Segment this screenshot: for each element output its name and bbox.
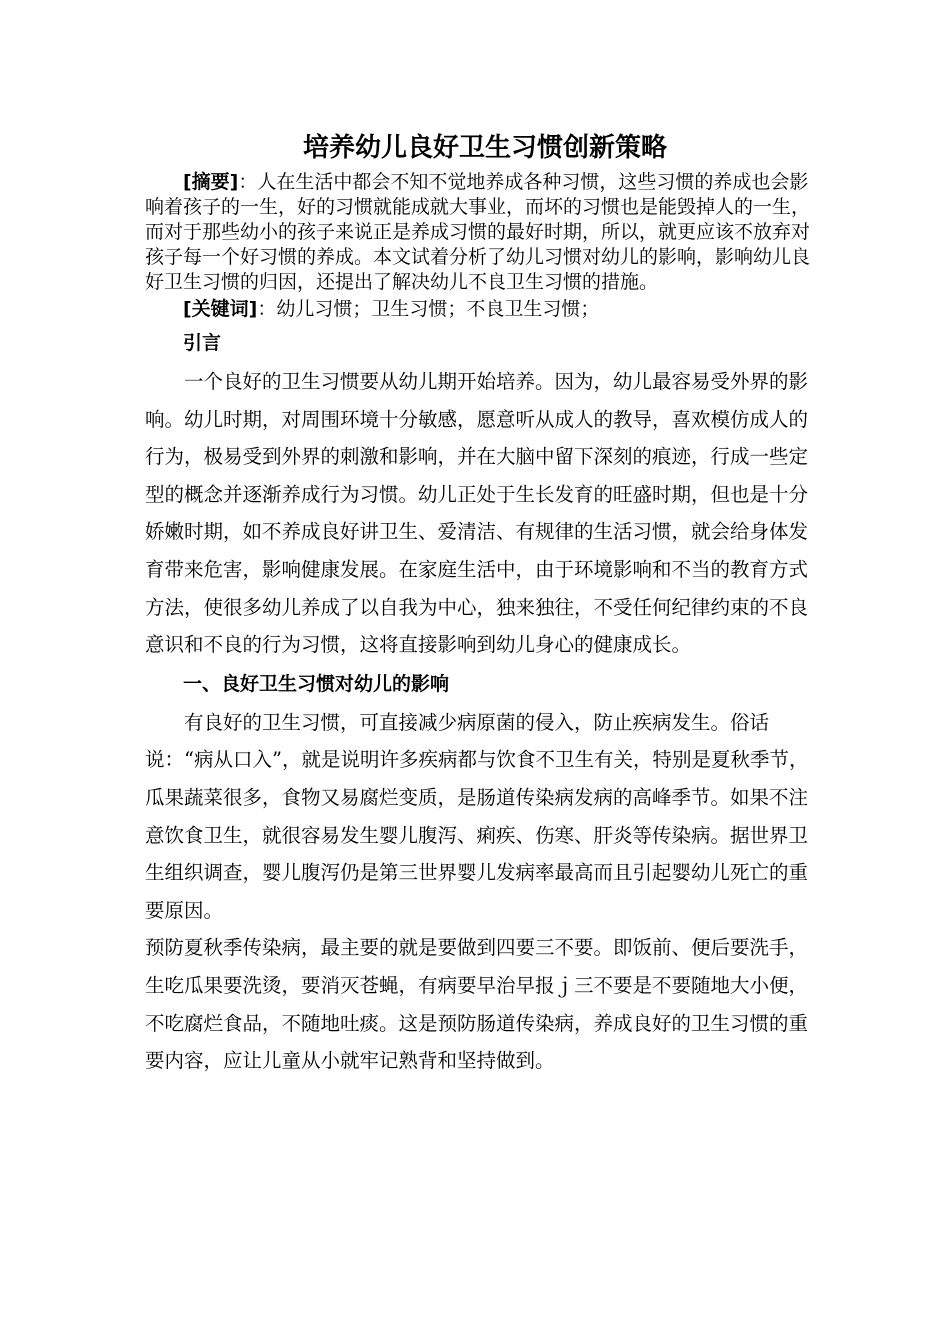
intro-heading: 引言 bbox=[183, 332, 222, 354]
document-page bbox=[145, 128, 825, 1080]
section1-paragraph-2: 预防夏秋季传染病，最主要的就是要做到四要三不要。即饭前、便后要洗手，生吃瓜果要洗烫，要消灭苍蝇，有病要早治早报ｊ三不要是不要随地大小便，不吃腐烂食品，不随地吐痰。这是预防肠道传染病，养成良好的卫生习惯的重要内容，应让儿童从小就牢记熟背和坚持做到。 bbox=[145, 936, 809, 1073]
abstract-paragraph bbox=[145, 170, 825, 295]
section1-paragraph-1: 有良好的卫生习惯，可直接减少病原菌的侵入，防止疾病发生。俗话说：“病从口入”，就是说明许多疾病都与饮食不卫生有关，特别是夏秋季节，瓜果蔬菜很多，食物又易腐烂变质，是肠道传染病发病的高峰季节。如果不注意饮食卫生，就很容易发生婴儿腹泻、痢疾、伤寒、肝炎等传染病。据世界卫生组织调查，婴儿腹泻仍是第三世界婴儿发病率最高而且引起婴幼儿死亡的重要原因。 bbox=[145, 710, 809, 922]
abstract-text: ：人在生活中都会不知不觉地养成各种习惯，这些习惯的养成也会影响着孩子的一生，好的习惯就能成就大事业，而坏的习惯也是能毁掉人的一生，而对于那些幼小的孩子来说正是养成习惯的最好时期，所以，就更应该不放弃对孩子每一个好习惯的养成。本文试着分析了幼儿习惯对幼儿的影响，影响幼儿良好卫生习惯的归因，还提出了解决幼儿不良卫生习惯的措施。 bbox=[145, 171, 811, 293]
keywords-paragraph bbox=[145, 295, 825, 323]
keywords-text: ：幼儿习惯；卫生习惯；不良卫生习惯； bbox=[257, 298, 600, 320]
section1-heading: 一、良好卫生习惯对幼儿的影响 bbox=[183, 672, 450, 695]
intro-paragraph: 一个良好的卫生习惯要从幼儿期开始培养。因为，幼儿最容易受外界的影响。幼儿时期，对周围环境十分敏感，愿意听从成人的教导，喜欢模仿成人的行为，极易受到外界的刺激和影响，并在大脑中留下深刻的痕迹，行成一些定型的概念并逐渐养成行为习惯。幼儿正处于生长发育的旺盛时期，但也是十分娇嫩时期，如不养成良好讲卫生、爱清洁、有规律的生活习惯，就会给身体发育带来危害，影响健康发展。在家庭生活中，由于环境影响和不当的教育方式方法，使很多幼儿养成了以自我为中心，独来独往，不受任何纪律约束的不良意识和不良的行为习惯，这将直接影响到幼儿身心的健康成长。 bbox=[145, 370, 809, 657]
document-title: 培养幼儿良好卫生习惯创新策略 bbox=[302, 133, 667, 163]
keywords-label: [关键词] bbox=[183, 298, 258, 320]
abstract-label: [摘要] bbox=[183, 171, 239, 193]
